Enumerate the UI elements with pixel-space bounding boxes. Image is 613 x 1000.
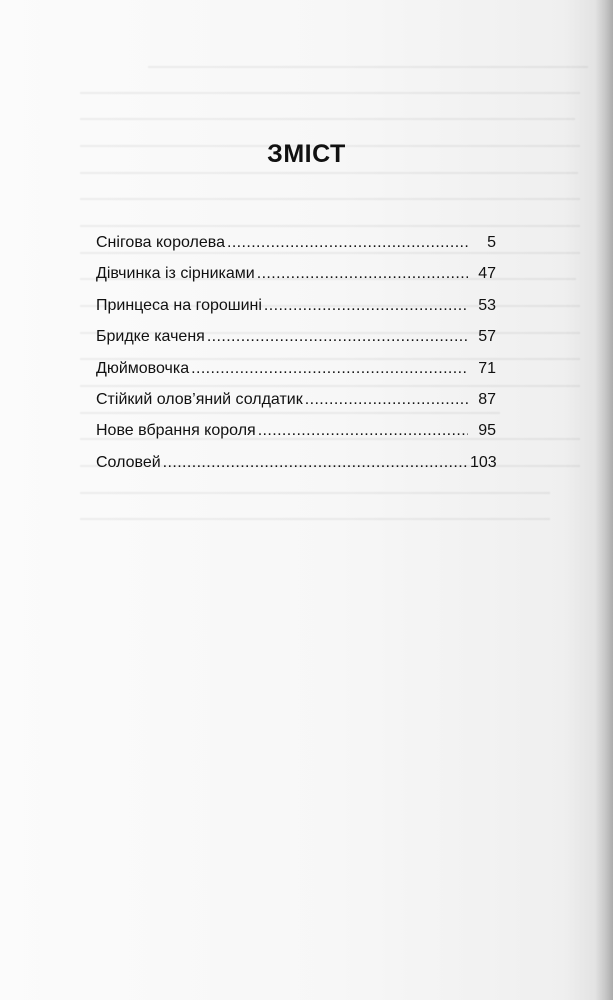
dot-leader — [191, 360, 468, 378]
toc-entry-page: 53 — [478, 296, 496, 314]
dot-leader — [163, 454, 468, 472]
dot-leader — [258, 422, 468, 440]
toc-entry — [96, 265, 496, 284]
toc-entry-title: Стійкий олов’яний солдатик — [96, 390, 303, 408]
toc-entry — [96, 422, 496, 441]
toc-entry — [96, 234, 496, 253]
dot-leader — [227, 234, 468, 252]
dot-leader — [305, 391, 468, 409]
toc-entry — [96, 360, 496, 379]
toc-entry — [96, 391, 496, 410]
toc-entry — [96, 328, 496, 347]
toc-entry-title: Дівчинка із сірниками — [96, 265, 255, 283]
table-of-contents — [96, 234, 496, 485]
toc-entry-page: 57 — [478, 328, 496, 346]
dot-leader — [207, 328, 468, 346]
dot-leader — [257, 265, 468, 283]
toc-entry-title: Бридке каченя — [96, 328, 205, 346]
toc-entry-title: Дюймовочка — [96, 359, 190, 377]
toc-entry-title: Снігова королева — [96, 234, 225, 251]
toc-entry-page: 103 — [470, 453, 497, 471]
toc-entry-title: Нове вбрання короля — [96, 422, 256, 440]
toc-entry-page: 71 — [478, 359, 496, 377]
page-title: ЗМІСТ — [267, 140, 346, 168]
dot-leader — [264, 297, 468, 315]
toc-entry-page: 87 — [478, 390, 496, 408]
toc-entry — [96, 297, 496, 316]
toc-entry-title: Соловей — [96, 453, 161, 471]
toc-entry-page: 5 — [487, 234, 496, 251]
page-edge-shadow — [595, 0, 613, 1000]
toc-entry-title: Принцеса на горошині — [96, 296, 262, 314]
toc-entry-page: 95 — [478, 422, 496, 440]
toc-entry-page: 47 — [478, 265, 496, 283]
toc-entry — [96, 454, 496, 473]
